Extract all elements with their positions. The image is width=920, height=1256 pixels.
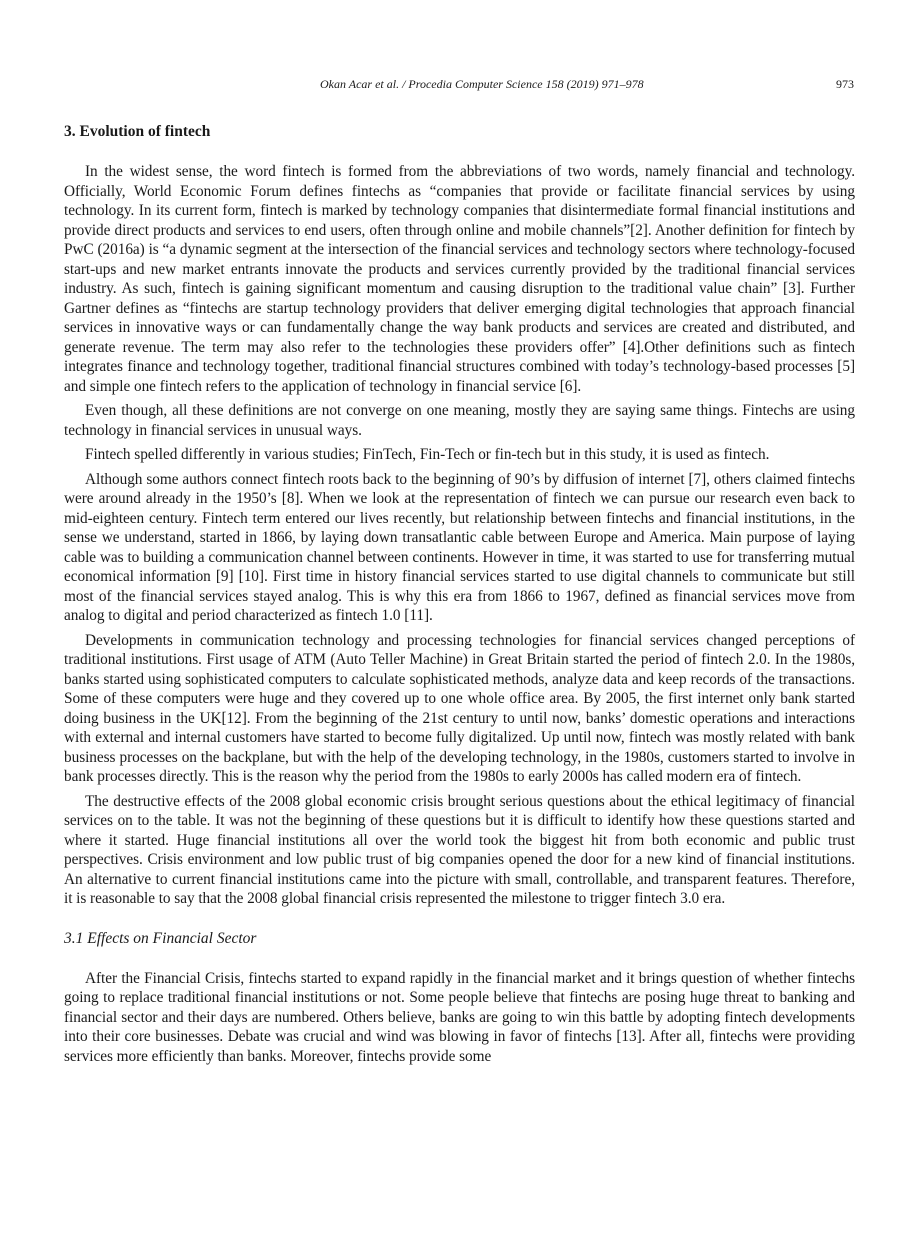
subsection-heading: 3.1 Effects on Financial Sector bbox=[64, 929, 257, 947]
body-paragraph: Developments in communication technology and processing technologies for financial services changed perceptions of traditional institutions. First usage of ATM (Auto Teller Machine) in Great Britain started the period of fintech 2.0. In the 1980s, banks started using sophisticated computers to calculate sophisticated methods, analyze data and keep records of the transactions. Some of these computers were huge and they covered up to one whole office area. By 2005, the first internet only bank started doing business in the UK[12]. From the beginning of the 21st century to until now, banks’ domestic operations and interactions with external and internal customers have started to become fully digitalized. Up until now, fintech was mostly related with bank business processes on the backplane, but with the help of the developing technology, in the 1980s, customers started to involve in bank processes directly. This is the reason why the period from the 1980s to early 2000s has called modern era of fintech. bbox=[64, 631, 855, 785]
body-paragraph: The destructive effects of the 2008 global economic crisis brought serious questions about the ethical legitimacy of financial services on to the table. It was not the beginning of these questions but it is difficult to identify how these questions started and where it started. Huge financial institutions all over the world took the biggest hit from both economic and public trust perspectives. Crisis environment and low public trust of big companies opened the door for a new kind of financial institutions. An alternative to current financial institutions came into the picture with small, controllable, and transparent features. Therefore, it is reasonable to say that the 2008 global financial crisis represented the milestone to trigger fintech 3.0 era. bbox=[64, 792, 855, 907]
body-paragraph: Even though, all these definitions are not converge on one meaning, mostly they are saying same things. Fintechs are using technology in financial services in unusual ways. bbox=[64, 402, 855, 439]
body-paragraph: Although some authors connect fintech roots back to the beginning of 90’s by diffusion of internet [7], others claimed fintechs were around already in the 1950’s [8]. When we look at the representation of fintech we can pursue our research even back to mid-eighteen century. Fintech term entered our lives recently, but relationship between fintechs and financial institutions, in the sense we understand, started in 1866, by laying down transatlantic cable between Europe and America. Main purpose of laying cable was to building a communication channel between continents. However in time, it was started to use for transferring mutual economical information [9] [10]. First time in history financial services started to use digital channels to communicate but still most of the financial services stayed analog. This is why this era from 1866 to 1967, defined as financial services move from analog to digital and period characterized as fintech 1.0 [11]. bbox=[64, 470, 855, 624]
section-heading: 3. Evolution of fintech bbox=[64, 123, 211, 140]
running-header bbox=[0, 77, 920, 93]
article-body bbox=[64, 122, 855, 1071]
body-paragraph: After the Financial Crisis, fintechs started to expand rapidly in the financial market and it brings question of whether fintechs going to replace traditional financial institutions or not. Some people believe that fintechs are posing huge threat to banking and financial sector and their days are numbered. Others believe, banks are going to win this battle by adopting fintech developments into their core businesses. Debate was crucial and wind was blowing in favor of fintechs [13]. After all, fintechs were providing services more efficiently than banks. Moreover, fintechs provide some bbox=[64, 969, 855, 1065]
body-paragraph: In the widest sense, the word fintech is formed from the abbreviations of two words, namely financial and technology. Officially, World Economic Forum defines fintechs as “companies that provide or facilitate financial services by using technology. In its current form, fintech is marked by technology companies that disintermediate formal financial institutions and provide direct products and services to end users, often through online and mobile channels”[2]. Another definition for fintech by PwC (2016a) is “a dynamic segment at the intersection of the financial services and technology sectors where technology-focused start-ups and new market entrants innovate the products and services currently provided by the traditional financial services industry. As such, fintech is gaining significant momentum and causing disruption to the traditional value chain” [3]. Further Gartner defines as “fintechs are startup technology providers that deliver emerging digital technologies that approach financial services in innovative ways or can fundamentally change the way bank products and services are created and distributed, and generate revenue. The term may also refer to the technologies these providers offer” [4].Other definitions such as fintech integrates finance and technology together, traditional financial structures combined with today’s technology-based processes [5] and simple one fintech refers to the application of technology in financial service [6]. bbox=[64, 163, 855, 395]
page-number: 973 bbox=[836, 77, 854, 91]
running-header-citation: Okan Acar et al. / Procedia Computer Science 158 (2019) 971–978 bbox=[320, 77, 644, 91]
body-paragraph: Fintech spelled differently in various studies; FinTech, Fin-Tech or fin-tech but in this study, it is used as fintech. bbox=[85, 446, 770, 463]
